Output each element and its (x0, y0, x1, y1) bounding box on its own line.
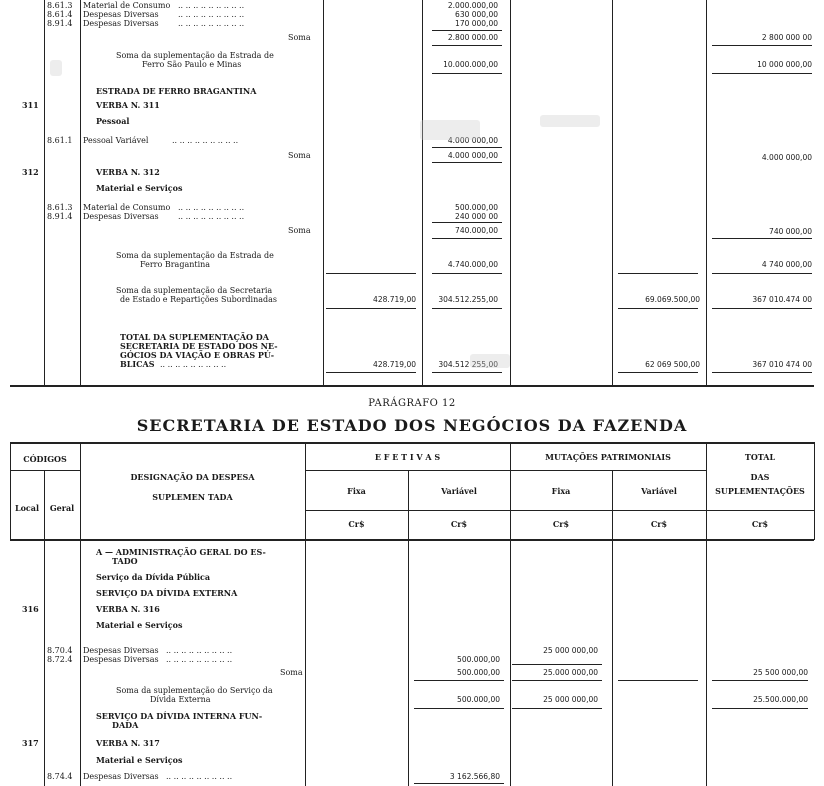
dot-leader: .. .. .. .. .. .. .. .. .. (172, 136, 239, 145)
soma-label: Soma (288, 226, 311, 235)
rule (432, 238, 502, 239)
local-code: 316 (22, 604, 39, 614)
value: 10.000.000,00 (443, 60, 498, 69)
code: 8.61.3 (47, 1, 73, 10)
rule (432, 30, 502, 31)
local-code: 312 (22, 167, 39, 177)
rule (432, 273, 502, 274)
rule (712, 708, 808, 709)
rule (414, 783, 504, 784)
row-label: Material de Consumo (83, 1, 171, 10)
header-variavel: Variável (441, 486, 477, 496)
total-label: TOTAL DA SUPLEMENTAÇÃO DA (120, 332, 269, 342)
section-heading: ESTRADA DE FERRO BRAGANTINA (96, 86, 257, 96)
total-label: GÓCIOS DA VIAÇÃO E OBRAS PÚ- (120, 350, 275, 360)
scan-speck (540, 115, 600, 127)
total-value: 740 000,00 (769, 227, 812, 236)
value: 4.000 000,00 (447, 136, 498, 145)
total-value: 4.000 000,00 (761, 153, 812, 162)
sub-heading: Material e Serviços (96, 620, 183, 630)
header-variavel: Variável (641, 486, 677, 496)
sub-heading: SERVIÇO DA DÍVIDA EXTERNA (96, 588, 238, 598)
value: 500.000,00 (457, 695, 500, 704)
rule (712, 238, 812, 239)
value: 2.000.000,00 (447, 1, 498, 10)
rule (408, 470, 409, 786)
total-value: 10 000 000,00 (757, 60, 812, 69)
verba-label: VERBA N. 316 (96, 604, 160, 614)
dot-leader: .. .. .. .. .. .. .. .. .. (160, 360, 227, 369)
rule (432, 147, 502, 148)
header-designacao: SUPLEMEN TADA (152, 492, 233, 502)
rule (326, 372, 416, 373)
value: 304.512 255,00 (438, 360, 498, 369)
value: 170 000,00 (455, 19, 498, 28)
rule (618, 273, 698, 274)
sub-heading: Material e Serviços (96, 183, 183, 193)
sum-label: Soma da suplementação da Secretaria (116, 286, 273, 295)
section-heading: SERVIÇO DA DÍVIDA INTERNA FUN- (96, 711, 263, 721)
table-top-rule (10, 442, 814, 444)
value: 500.000,00 (455, 203, 498, 212)
header-efetivas: E F E T I V A S (374, 452, 441, 462)
value: 25 000 000,00 (543, 646, 598, 655)
sum-label: Soma da suplementação da Estrada de (116, 251, 274, 260)
rule (305, 470, 706, 471)
code: 8.61.4 (47, 10, 73, 19)
rule (432, 222, 502, 223)
rule (414, 708, 504, 709)
rule (814, 442, 815, 540)
total-label: SECRETARIA DE ESTADO DOS NE- (120, 341, 278, 351)
sum-label: Ferro Bragantina (140, 260, 211, 269)
dot-leader: .. .. .. .. .. .. .. .. .. (178, 1, 245, 10)
rule (612, 0, 613, 385)
header-total: TOTAL (744, 452, 776, 462)
rule (323, 0, 324, 385)
scan-speck (420, 120, 480, 140)
value: 69.069.500,00 (645, 295, 700, 304)
row-label: Despesas Diversas (83, 10, 159, 19)
code: 8.70.4 (47, 646, 73, 655)
total-value: 25 500 000,00 (753, 668, 808, 677)
value: 630 000,00 (455, 10, 498, 19)
section-heading: A — ADMINISTRAÇÃO GERAL DO ES- (96, 547, 266, 557)
value: 4.000 000,00 (447, 151, 498, 160)
code: 8.91.4 (47, 212, 73, 221)
sum-label: Dívida Externa (150, 695, 211, 704)
rule (712, 73, 812, 74)
dot-leader: .. .. .. .. .. .. .. .. .. (166, 655, 233, 664)
value: 500.000,00 (457, 655, 500, 664)
code: 8.74.4 (47, 772, 73, 781)
rule (510, 0, 511, 385)
row-label: Material de Consumo (83, 203, 171, 212)
dot-leader: .. .. .. .. .. .. .. .. .. (166, 772, 233, 781)
scan-speck (50, 60, 62, 76)
section-heading: TADO (112, 556, 138, 566)
rule (432, 372, 502, 373)
verba-label: VERBA N. 317 (96, 738, 160, 748)
rule (326, 273, 416, 274)
rule (618, 372, 698, 373)
value: 25 000 000,00 (543, 695, 598, 704)
code: 8.61.1 (47, 136, 73, 145)
paragraph-number: PARÁGRAFO 12 (368, 398, 456, 409)
value: 304.512.255,00 (438, 295, 498, 304)
row-label: Despesas Diversas (83, 772, 159, 781)
section-title: SECRETARIA DE ESTADO DOS NEGÓCIOS DA FAZENDA (136, 416, 688, 435)
rule (712, 45, 812, 46)
dot-leader: .. .. .. .. .. .. .. .. .. (178, 10, 245, 19)
rule (512, 664, 602, 665)
sum-label: de Estado e Repartições Subordinadas (120, 295, 278, 304)
rule (512, 680, 602, 681)
sum-label: Ferro São Paulo e Minas (142, 60, 242, 69)
rule (305, 510, 814, 511)
rule (432, 162, 502, 163)
rule (712, 372, 812, 373)
rule (712, 308, 812, 309)
total-value: 367 010.474 00 (752, 295, 812, 304)
rule (10, 470, 80, 471)
total-value: 367 010 474 00 (752, 360, 812, 369)
rule (618, 308, 698, 309)
value: 25.000 000,00 (543, 668, 598, 677)
total-value: 2 800 000 00 (761, 33, 812, 42)
code: 8.72.4 (47, 655, 73, 664)
header-total: SUPLEMENTAÇÕES (715, 486, 805, 496)
header-codigos: CÓDIGOS (23, 454, 67, 464)
total-value: 25.500.000,00 (753, 695, 808, 704)
sub-heading: Material e Serviços (96, 755, 183, 765)
rule (618, 680, 698, 681)
header-geral: Geral (49, 503, 75, 513)
scan-speck (470, 354, 510, 368)
rule (712, 273, 812, 274)
currency-label: Cr$ (650, 519, 668, 529)
verba-label: VERBA N. 311 (96, 100, 160, 110)
total-value: 4 740 000,00 (761, 260, 812, 269)
rule (414, 680, 504, 681)
verba-label: VERBA N. 312 (96, 167, 160, 177)
value: 4.740.000,00 (447, 260, 498, 269)
currency-label: Cr$ (348, 519, 365, 529)
currency-label: Cr$ (751, 519, 769, 529)
row-label: Despesas Diversas (83, 655, 159, 664)
header-fixa: Fixa (551, 486, 571, 496)
header-designacao: DESIGNAÇÃO DA DESPESA (130, 472, 255, 482)
value: 740.000,00 (455, 226, 498, 235)
header-local: Local (14, 503, 40, 513)
dot-leader: .. .. .. .. .. .. .. .. .. (178, 19, 245, 28)
row-label: Pessoal Variável (83, 136, 149, 145)
header-mutacoes: MUTAÇÕES PATRIMONIAIS (545, 452, 671, 462)
currency-label: Cr$ (552, 519, 570, 529)
header-fixa: Fixa (347, 486, 366, 496)
rule (432, 308, 502, 309)
value: 428.719,00 (373, 360, 416, 369)
soma-label: Soma (280, 668, 303, 677)
total-label: BLICAS (120, 359, 155, 369)
currency-label: Cr$ (450, 519, 468, 529)
local-code: 311 (22, 100, 39, 110)
value: 428.719,00 (373, 295, 416, 304)
dot-leader: .. .. .. .. .. .. .. .. .. (178, 212, 245, 221)
rule (422, 0, 423, 385)
row-label: Despesas Diversas (83, 19, 159, 28)
dot-leader: .. .. .. .. .. .. .. .. .. (166, 646, 233, 655)
rule (44, 0, 45, 385)
code: 8.91.4 (47, 19, 73, 28)
rule (612, 470, 613, 786)
value: 2.800 000.00 (447, 33, 498, 42)
rule (326, 308, 416, 309)
table-bottom-rule (10, 385, 814, 387)
dot-leader: .. .. .. .. .. .. .. .. .. (178, 203, 245, 212)
sub-heading: Pessoal (96, 116, 130, 126)
sum-label: Soma da suplementação do Serviço da (116, 686, 273, 695)
value: 3 162.566,80 (449, 772, 500, 781)
value: 240 000 00 (455, 212, 498, 221)
sum-label: Soma da suplementação da Estrada de (116, 51, 274, 60)
header-bottom-rule (10, 539, 814, 541)
rule (432, 73, 502, 74)
rule (712, 680, 808, 681)
rule (432, 45, 502, 46)
rule (44, 470, 45, 786)
row-label: Despesas Diversas (83, 212, 159, 221)
row-label: Despesas Diversas (83, 646, 159, 655)
sub-heading: Serviço da Dívida Pública (96, 572, 211, 582)
header-total: DAS (750, 472, 770, 482)
value: 500.000,00 (457, 668, 500, 677)
section-heading: DADA (112, 720, 139, 730)
local-code: 317 (22, 738, 39, 748)
soma-label: Soma (288, 33, 311, 42)
rule (80, 0, 81, 385)
rule (706, 0, 707, 385)
rule (512, 708, 602, 709)
code: 8.61.3 (47, 203, 73, 212)
value: 62 069 500,00 (645, 360, 700, 369)
soma-label: Soma (288, 151, 311, 160)
